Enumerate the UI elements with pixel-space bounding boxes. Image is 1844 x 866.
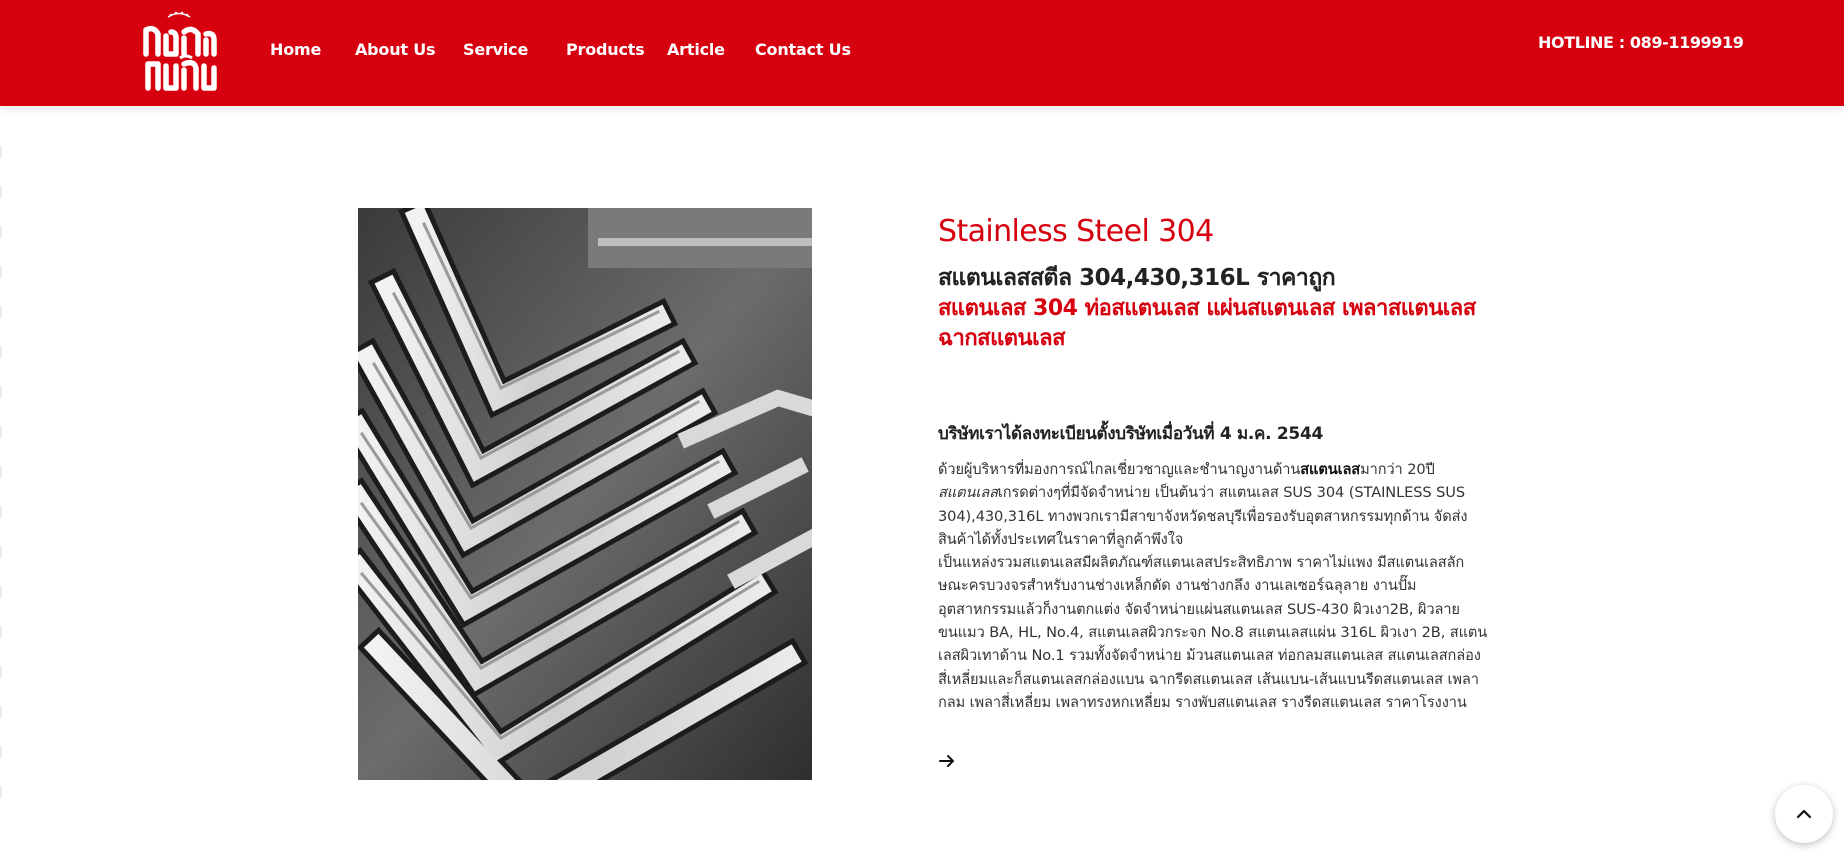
product-red-heading: สแตนเลส 304 ท่อสแตนเลส แผ่นสแตนเลส เพลาสแตนเลส ฉากสแตนเลส — [938, 296, 1476, 351]
left-edge-decoration — [0, 106, 4, 866]
nav-products[interactable]: Products — [566, 40, 645, 59]
para1-bold-text: สแตนเลส — [1300, 461, 1361, 478]
product-title: Stainless Steel 304 — [938, 214, 1214, 249]
product-description — [938, 458, 1494, 714]
description-paragraph-2 — [938, 481, 1494, 551]
chevron-up-icon — [1794, 804, 1814, 824]
product-image — [358, 208, 812, 780]
nav-about-us[interactable]: About Us — [355, 40, 436, 59]
para2-italic-text: สแตนเลส — [938, 484, 998, 502]
site-header — [0, 0, 1844, 106]
para1-text: ด้วยผู้บริหารที่มองการณ์ไกลเชี่ยวชาญและชำนาญงานด้าน — [938, 461, 1301, 478]
nav-home[interactable]: Home — [270, 40, 322, 59]
description-paragraph-3: เป็นแหล่งรวมสแตนเลสมีผลิตภัณฑ์สแตนเลสประสิทธิภาพ ราคาไม่แพง มีสแตนเลสลักษณะครบวงจรสำหรับงานช่างเหล็กดัด งานช่างกลึง งานเลเซอร์ฉลุลาย งานปั๊มอุตสาหกรรมแล้วก็งานตกแต่ง จัดจำหน่ายแผ่นสแตนเลส SUS-430 ผิวเงา2B, ผิวลายขนแมว BA, HL, No.4, สแตนเลสผิวกระจก No.8 สแตนเลสแผ่น 316L ผิวเงา 2B, สแตนเลสผิวเทาด้าน No.1 รวมทั้งจัดจำหน่าย ม้วนสแตนเลส ท่อกลมสแตนเลส สแตนเลสกล่องสี่เหลี่ยมและก็สแตนเลสกล่องแบน ฉากรีดสแตนเลส เส้นแบน-เส้นแบนรีดสแตนเลส เพลากลม เพลาสี่เหลี่ยม เพลาทรงหกเหลี่ยม รางพับสแตนเลส รางรีดสแตนเลส ราคาโรงงาน — [938, 554, 1488, 711]
site-logo[interactable] — [140, 8, 218, 94]
hotline-number[interactable]: HOTLINE : 089-1199919 — [1538, 33, 1744, 52]
scroll-to-top-button[interactable] — [1775, 785, 1833, 843]
company-registration-line: บริษัทเราได้ลงทะเบียนตั้งบริษัทเมื่อวันที่ 4 ม.ค. 2544 — [938, 424, 1324, 444]
nav-article[interactable]: Article — [667, 40, 725, 59]
stainless-steel-angle-bars-image — [358, 208, 812, 780]
product-content — [938, 214, 1494, 711]
para1-text-end: มากว่า 20ปี — [1360, 461, 1435, 478]
para2-text: เกรดต่างๆที่มีจัดจำหน่าย เป็นต้นว่า สแตนเลส SUS 304 (STAINLESS SUS 304),430,316L ทางพวกเรามีสาขาจังหวัดชลบุรีเพื่อรองรับอุตสาหกรรมทุกด้าน จัดส่งสินค้าได้ทั้งประเทศในราคาที่ลูกค้าพึงใจ — [938, 484, 1468, 548]
read-more-arrow-icon[interactable] — [938, 752, 956, 770]
nav-service[interactable]: Service — [463, 40, 529, 59]
product-subtitle: สแตนเลสสตีล 304,430,316L ราคาถูก — [938, 265, 1336, 291]
nav-contact-us[interactable]: Contact Us — [755, 40, 851, 59]
description-paragraph-1 — [938, 458, 1494, 481]
logo-mark — [140, 8, 218, 94]
